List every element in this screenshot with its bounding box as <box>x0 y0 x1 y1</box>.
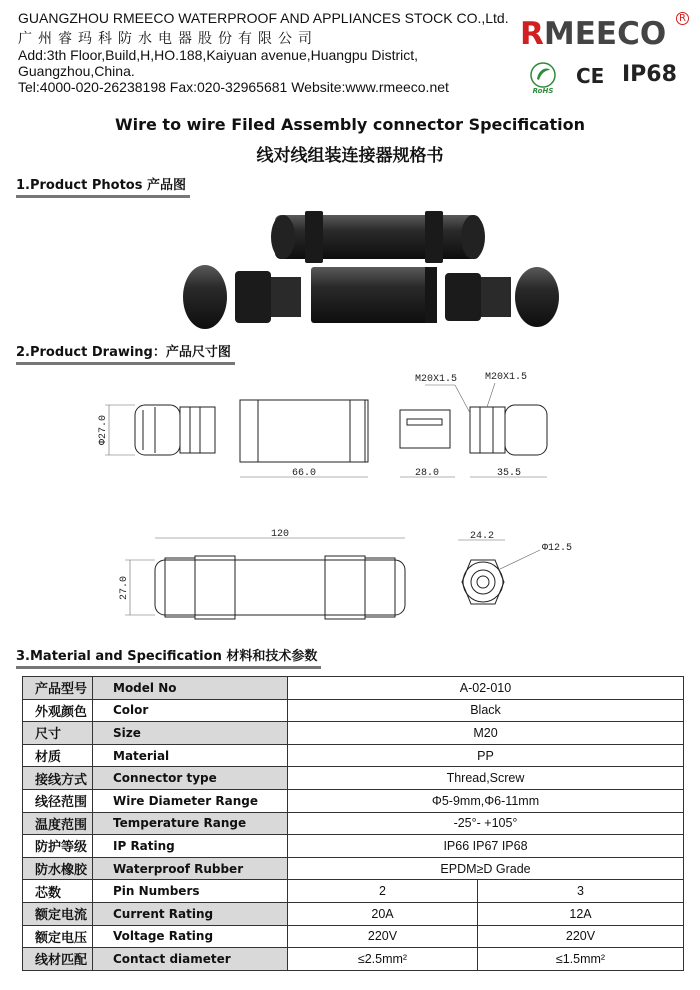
company-name-cn: 广州睿玛科防水电器股份有限公司 <box>18 30 318 46</box>
title-cn: 线对线组装连接器规格书 <box>256 146 444 166</box>
row-value-2: 3 <box>478 880 684 903</box>
dim-height-27-label: 27.0 <box>119 575 130 601</box>
row-label-cn: 防护等级 <box>23 835 93 858</box>
table-row <box>23 744 684 767</box>
row-value: Φ5-9mm,Φ6-11mm <box>288 789 684 812</box>
row-value: Black <box>288 699 684 722</box>
table-row <box>23 677 684 700</box>
row-label-cn: 额定电流 <box>23 902 93 925</box>
ip68-mark: IP68 <box>622 62 677 87</box>
row-value: PP <box>288 744 684 767</box>
table-row <box>23 902 684 925</box>
row-label-cn: 额定电压 <box>23 925 93 948</box>
table-row <box>23 789 684 812</box>
table-row <box>23 722 684 745</box>
drawing-assembled <box>100 520 630 630</box>
table-row <box>23 812 684 835</box>
contact-line: Tel:4000-020-26238198 Fax:020-32965681 Website:www.rmeeco.net <box>18 79 449 95</box>
row-label-cn: 尺寸 <box>23 722 93 745</box>
row-value-2: 220V <box>478 925 684 948</box>
company-name-en: GUANGZHOU RMEECO WATERPROOF AND APPLIANCES STOCK CO.,Ltd. <box>18 10 509 26</box>
row-label-en: Wire Diameter Range <box>93 789 288 812</box>
spec-table <box>22 676 684 971</box>
dim-len-35-5-label: 35.5 <box>496 468 522 479</box>
table-row <box>23 835 684 858</box>
row-value: A-02-010 <box>288 677 684 700</box>
row-label-cn: 线材匹配 <box>23 948 93 971</box>
brand-logo <box>520 14 685 54</box>
row-value: ≤2.5mm² <box>288 948 478 971</box>
title-en: Wire to wire Filed Assembly connector Specification <box>114 115 586 134</box>
dim-dia-12-5-label: Φ12.5 <box>542 543 573 554</box>
row-value: IP66 IP67 IP68 <box>288 835 684 858</box>
table-row <box>23 857 684 880</box>
certifications <box>526 60 686 94</box>
thread-label-1: M20X1.5 <box>415 374 458 385</box>
row-label-en: IP Rating <box>93 835 288 858</box>
row-label-cn: 线径范围 <box>23 789 93 812</box>
drawing-exploded <box>95 365 565 490</box>
dim-dia-27-label: Φ27.0 <box>98 414 109 446</box>
row-label-cn: 材质 <box>23 744 93 767</box>
section-product-photos: 1.Product Photos 产品图 <box>16 177 190 198</box>
row-value: 20A <box>288 902 478 925</box>
svg-text:RoHS: RoHS <box>532 87 554 94</box>
table-row <box>23 699 684 722</box>
row-value-2: ≤1.5mm² <box>478 948 684 971</box>
row-label-en: Temperature Range <box>93 812 288 835</box>
section-material-spec: 3.Material and Specification 材料和技术参数 <box>16 648 321 669</box>
row-label-cn: 防水橡胶 <box>23 857 93 880</box>
table-row <box>23 880 684 903</box>
section-product-drawing: 2.Product Drawing：产品尺寸图 <box>16 344 235 365</box>
address-line-2: Guangzhou,China. <box>18 63 135 79</box>
row-value-2: 12A <box>478 902 684 925</box>
row-label-en: Waterproof Rubber <box>93 857 288 880</box>
table-row <box>23 925 684 948</box>
table-row <box>23 948 684 971</box>
row-value: EPDM≥D Grade <box>288 857 684 880</box>
row-value: 220V <box>288 925 478 948</box>
row-label-cn: 温度范围 <box>23 812 93 835</box>
row-label-en: Current Rating <box>93 902 288 925</box>
product-photo <box>175 205 565 335</box>
brand-logo-text: RMEECO <box>520 16 667 52</box>
ce-mark: CE <box>576 64 605 88</box>
row-label-en: Contact diameter <box>93 948 288 971</box>
rohs-icon <box>526 60 560 94</box>
dim-width-24-2-label: 24.2 <box>469 531 495 542</box>
registered-mark: R <box>676 12 689 25</box>
dim-len-66-label: 66.0 <box>291 468 317 479</box>
row-label-en: Size <box>93 722 288 745</box>
thread-label-2: M20X1.5 <box>485 372 528 383</box>
row-value: 2 <box>288 880 478 903</box>
dim-len-28-label: 28.0 <box>414 468 440 479</box>
row-label-en: Pin Numbers <box>93 880 288 903</box>
row-value: Thread,Screw <box>288 767 684 790</box>
row-label-en: Model No <box>93 677 288 700</box>
row-value: M20 <box>288 722 684 745</box>
row-label-cn: 芯数 <box>23 880 93 903</box>
row-label-cn: 产品型号 <box>23 677 93 700</box>
row-label-en: Voltage Rating <box>93 925 288 948</box>
row-label-cn: 接线方式 <box>23 767 93 790</box>
row-label-en: Material <box>93 744 288 767</box>
row-label-en: Connector type <box>93 767 288 790</box>
row-value: -25°- +105° <box>288 812 684 835</box>
row-label-en: Color <box>93 699 288 722</box>
row-label-cn: 外观颜色 <box>23 699 93 722</box>
table-row <box>23 767 684 790</box>
address-line-1: Add:3th Floor,Build,H,HO.188,Kaiyuan avenue,Huangpu District, <box>18 47 419 63</box>
dim-len-120-label: 120 <box>270 529 290 540</box>
